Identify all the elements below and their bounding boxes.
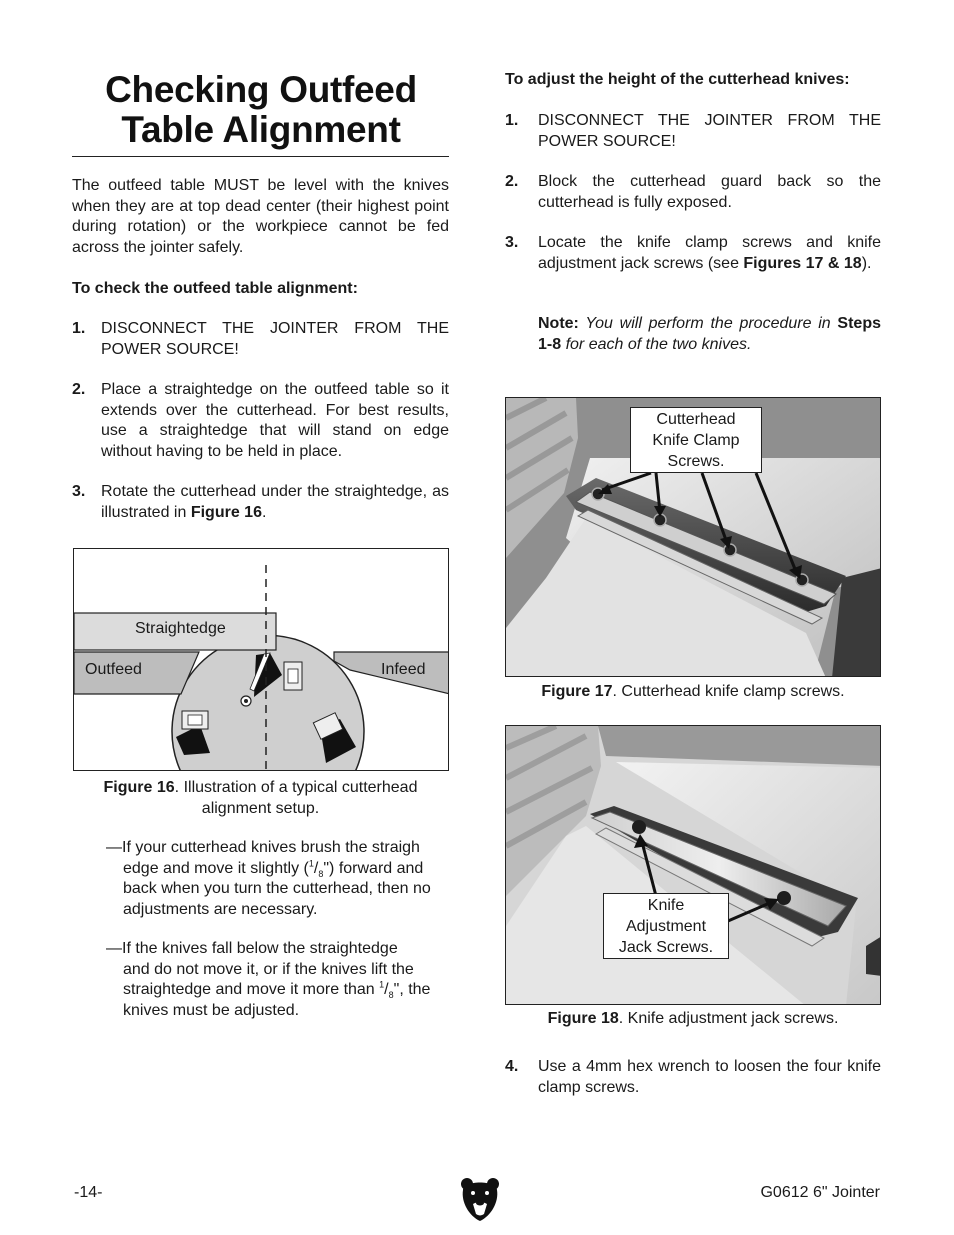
outfeed-label: Outfeed bbox=[85, 661, 142, 678]
page-number: -14- bbox=[74, 1184, 103, 1201]
grizzly-bear-logo-icon bbox=[459, 1176, 501, 1222]
bullet-no-adjustment: —If your cutterhead knives brush the straigh edge and move it slightly $(^1/_8")$ forward and back when you turn the cutterhead, then no adjustments are necessary. bbox=[106, 839, 431, 918]
check-step-2: 2. Place a straightedge on the outfeed table so it extends over the cutterhead. For best results, use a straightedge that will stand on edge without having to be held in place. bbox=[72, 381, 449, 460]
bullet-must-adjust: —If the knives fall below the straightedge and do not move it, or if the knives lift the straightedge and move it more than $^1/_8$", the knives must be adjusted. bbox=[106, 940, 431, 1019]
clamp-screws-callout: Cutterhead Knife Clamp Screws. bbox=[630, 407, 762, 473]
figure-16-caption: Figure 16. Illustration of a typical cutterhead alignment setup. bbox=[103, 779, 418, 817]
adjust-step-2: 2. Block the cutterhead guard back so the cutterhead is fully exposed. bbox=[505, 173, 881, 211]
page-title: Checking Outfeed Table Alignment bbox=[105, 69, 417, 150]
model-name: G0612 6" Jointer bbox=[760, 1184, 880, 1201]
straightedge-label: Straightedge bbox=[135, 620, 226, 637]
figure-17-caption: Figure 17. Cutterhead knife clamp screws. bbox=[541, 683, 845, 700]
adjust-step-4: 4. Use a 4mm hex wrench to loosen the four knife clamp screws. bbox=[505, 1058, 881, 1096]
figure-16-illustration bbox=[73, 548, 449, 771]
intro-paragraph: The outfeed table MUST be level with the knives when they are at top dead center (their highest point during rotation) or the workpiece cannot be fed across the jointer safely. bbox=[72, 177, 449, 256]
jack-screws-photo bbox=[506, 726, 881, 1005]
check-heading: To check the outfeed table alignment: bbox=[72, 280, 358, 297]
check-step-1: 1. DISCONNECT THE JOINTER FROM THE POWER SOURCE! bbox=[72, 320, 449, 358]
jack-screws-callout: Knife Adjustment Jack Screws. bbox=[603, 893, 729, 959]
infeed-label: Infeed bbox=[381, 661, 426, 678]
figure-17-photo bbox=[505, 397, 881, 677]
title-divider bbox=[72, 156, 449, 157]
adjust-step-3: 3. Locate the knife clamp screws and knife adjustment jack screws (see Figures 17 & 18). bbox=[505, 234, 881, 272]
figure-18-photo bbox=[505, 725, 881, 1005]
procedure-note: Note: You will perform the procedure in Steps 1-8 for each of the two knives. bbox=[538, 315, 881, 353]
adjust-step-1: 1. DISCONNECT THE JOINTER FROM THE POWER SOURCE! bbox=[505, 112, 881, 150]
check-step-3: 3. Rotate the cutterhead under the straightedge, as illustrated in Figure 16. bbox=[72, 483, 449, 521]
figure-18-caption: Figure 18. Knife adjustment jack screws. bbox=[547, 1010, 839, 1027]
adjust-heading: To adjust the height of the cutterhead knives: bbox=[505, 71, 850, 88]
